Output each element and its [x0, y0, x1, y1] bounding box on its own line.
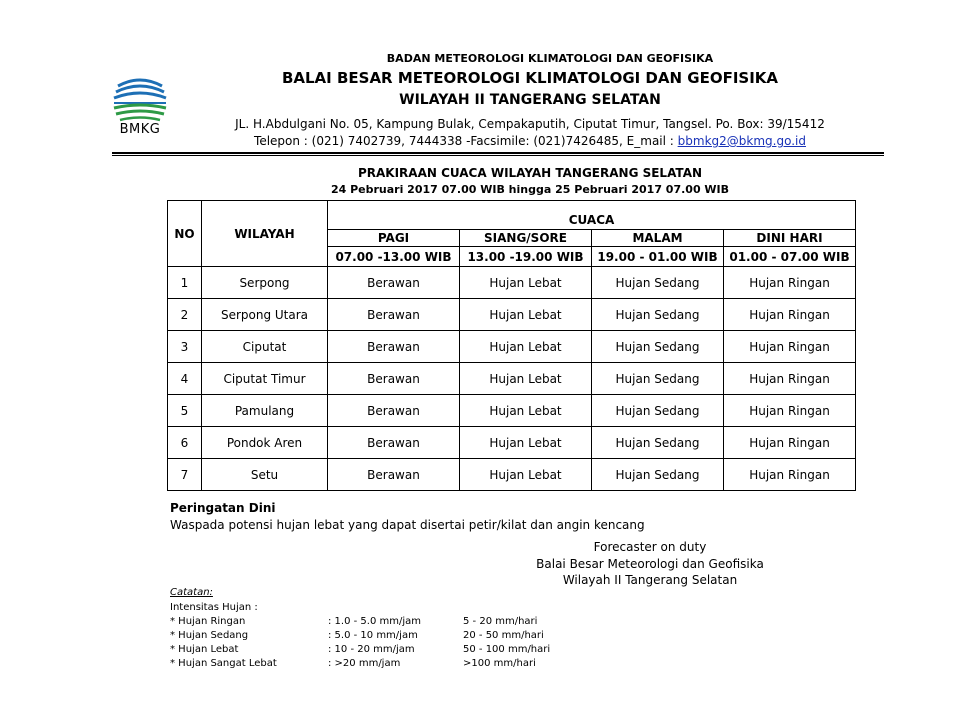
header-wilayah: WILAYAH: [202, 201, 328, 267]
header-time-malam: 19.00 - 01.00 WIB: [592, 247, 724, 267]
cell-pagi: Berawan: [328, 395, 460, 427]
cell-dini: Hujan Ringan: [724, 331, 856, 363]
cell-wilayah: Pamulang: [202, 395, 328, 427]
note-label: * Hujan Lebat: [170, 644, 239, 655]
cell-dini: Hujan Ringan: [724, 299, 856, 331]
cell-no: 2: [168, 299, 202, 331]
cell-dini: Hujan Ringan: [724, 427, 856, 459]
signature-region: Wilayah II Tangerang Selatan: [562, 573, 738, 587]
cell-no: 6: [168, 427, 202, 459]
table-row: [168, 427, 856, 459]
header-divider: [112, 152, 884, 154]
cell-malam: Hujan Sedang: [592, 459, 724, 491]
notes-subtitle: Intensitas Hujan :: [170, 602, 258, 613]
cell-wilayah: Setu: [202, 459, 328, 491]
cell-siang: Hujan Lebat: [460, 267, 592, 299]
cell-dini: Hujan Ringan: [724, 459, 856, 491]
header-contact: [200, 134, 860, 148]
table-row: [168, 267, 856, 299]
header-office: BALAI BESAR METEOROLOGI KLIMATOLOGI DAN GEOFISIKA: [281, 69, 779, 87]
cell-siang: Hujan Lebat: [460, 427, 592, 459]
forecast-period: 24 Pebruari 2017 07.00 WIB hingga 25 Pebruari 2017 07.00 WIB: [330, 183, 730, 196]
cell-wilayah: Serpong: [202, 267, 328, 299]
email-link[interactable]: bbmkg2@bkmg.go.id: [677, 134, 806, 148]
note-per-hour: : 10 - 20 mm/jam: [328, 644, 415, 655]
cell-no: 3: [168, 331, 202, 363]
note-per-day: >100 mm/hari: [463, 658, 536, 669]
cell-pagi: Berawan: [328, 459, 460, 491]
cell-wilayah: Ciputat Timur: [202, 363, 328, 395]
note-per-day: 20 - 50 mm/hari: [463, 630, 544, 641]
cell-pagi: Berawan: [328, 267, 460, 299]
cell-no: 5: [168, 395, 202, 427]
cell-malam: Hujan Sedang: [592, 331, 724, 363]
cell-pagi: Berawan: [328, 331, 460, 363]
cell-siang: Hujan Lebat: [460, 395, 592, 427]
warning-title: Peringatan Dini: [170, 501, 276, 515]
cell-dini: Hujan Ringan: [724, 267, 856, 299]
cell-pagi: Berawan: [328, 363, 460, 395]
cell-wilayah: Pondok Aren: [202, 427, 328, 459]
note-label: * Hujan Sangat Lebat: [170, 658, 277, 669]
cell-pagi: Berawan: [328, 299, 460, 331]
cell-no: 4: [168, 363, 202, 395]
cell-siang: Hujan Lebat: [460, 363, 592, 395]
cell-wilayah: Serpong Utara: [202, 299, 328, 331]
cell-malam: Hujan Sedang: [592, 395, 724, 427]
notes-title: Catatan:: [170, 587, 213, 598]
note-per-day: 5 - 20 mm/hari: [463, 616, 538, 627]
note-per-hour: : 1.0 - 5.0 mm/jam: [328, 616, 421, 627]
header-phone: Telepon : (021) 7402739, 7444338 -Facsimile: (021)7426485, E_mail :: [254, 134, 678, 148]
cell-siang: Hujan Lebat: [460, 299, 592, 331]
header-period-malam: MALAM: [592, 230, 724, 247]
table-row: [168, 363, 856, 395]
cell-siang: Hujan Lebat: [460, 459, 592, 491]
cell-siang: Hujan Lebat: [460, 331, 592, 363]
table-row: [168, 299, 856, 331]
warning-text: Waspada potensi hujan lebat yang dapat disertai petir/kilat dan angin kencang: [170, 518, 645, 532]
note-per-hour: : >20 mm/jam: [328, 658, 401, 669]
header-no: NO: [168, 201, 202, 267]
header-time-dini: 01.00 - 07.00 WIB: [724, 247, 856, 267]
logo-text: BMKG: [119, 122, 161, 137]
header-address: JL. H.Abdulgani No. 05, Kampung Bulak, Cempakaputih, Ciputat Timur, Tangsel. Po. Box: 39/15412: [235, 117, 825, 131]
header-period-dini: DINI HARI: [724, 230, 856, 247]
note-label: * Hujan Ringan: [170, 616, 246, 627]
note-per-day: 50 - 100 mm/hari: [463, 644, 551, 655]
cell-dini: Hujan Ringan: [724, 363, 856, 395]
cell-wilayah: Ciputat: [202, 331, 328, 363]
signature-office: Balai Besar Meteorologi dan Geofisika: [536, 557, 764, 571]
note-label: * Hujan Sedang: [170, 630, 249, 641]
cell-malam: Hujan Sedang: [592, 267, 724, 299]
header-time-siang: 13.00 -19.00 WIB: [460, 247, 592, 267]
forecast-rows: [168, 267, 856, 491]
cell-no: 7: [168, 459, 202, 491]
cell-no: 1: [168, 267, 202, 299]
cell-pagi: Berawan: [328, 427, 460, 459]
header-period-pagi: PAGI: [328, 230, 460, 247]
header-divider-thin: [112, 155, 884, 156]
header-period-siang: SIANG/SORE: [460, 230, 592, 247]
cell-dini: Hujan Ringan: [724, 395, 856, 427]
cell-malam: Hujan Sedang: [592, 427, 724, 459]
table-row: [168, 459, 856, 491]
cell-malam: Hujan Sedang: [592, 299, 724, 331]
table-row: [168, 331, 856, 363]
signature-role: Forecaster on duty: [593, 540, 707, 554]
header-time-pagi: 07.00 -13.00 WIB: [328, 247, 460, 267]
header-region: WILAYAH II TANGERANG SELATAN: [399, 92, 661, 108]
cell-malam: Hujan Sedang: [592, 363, 724, 395]
header-cuaca: CUACA: [328, 201, 856, 230]
forecast-title: PRAKIRAAN CUACA WILAYAH TANGERANG SELATAN: [357, 166, 703, 180]
note-per-hour: : 5.0 - 10 mm/jam: [328, 630, 418, 641]
table-row: [168, 395, 856, 427]
header-agency: BADAN METEOROLOGI KLIMATOLOGI DAN GEOFISIKA: [386, 52, 714, 65]
forecast-table: [167, 200, 856, 491]
